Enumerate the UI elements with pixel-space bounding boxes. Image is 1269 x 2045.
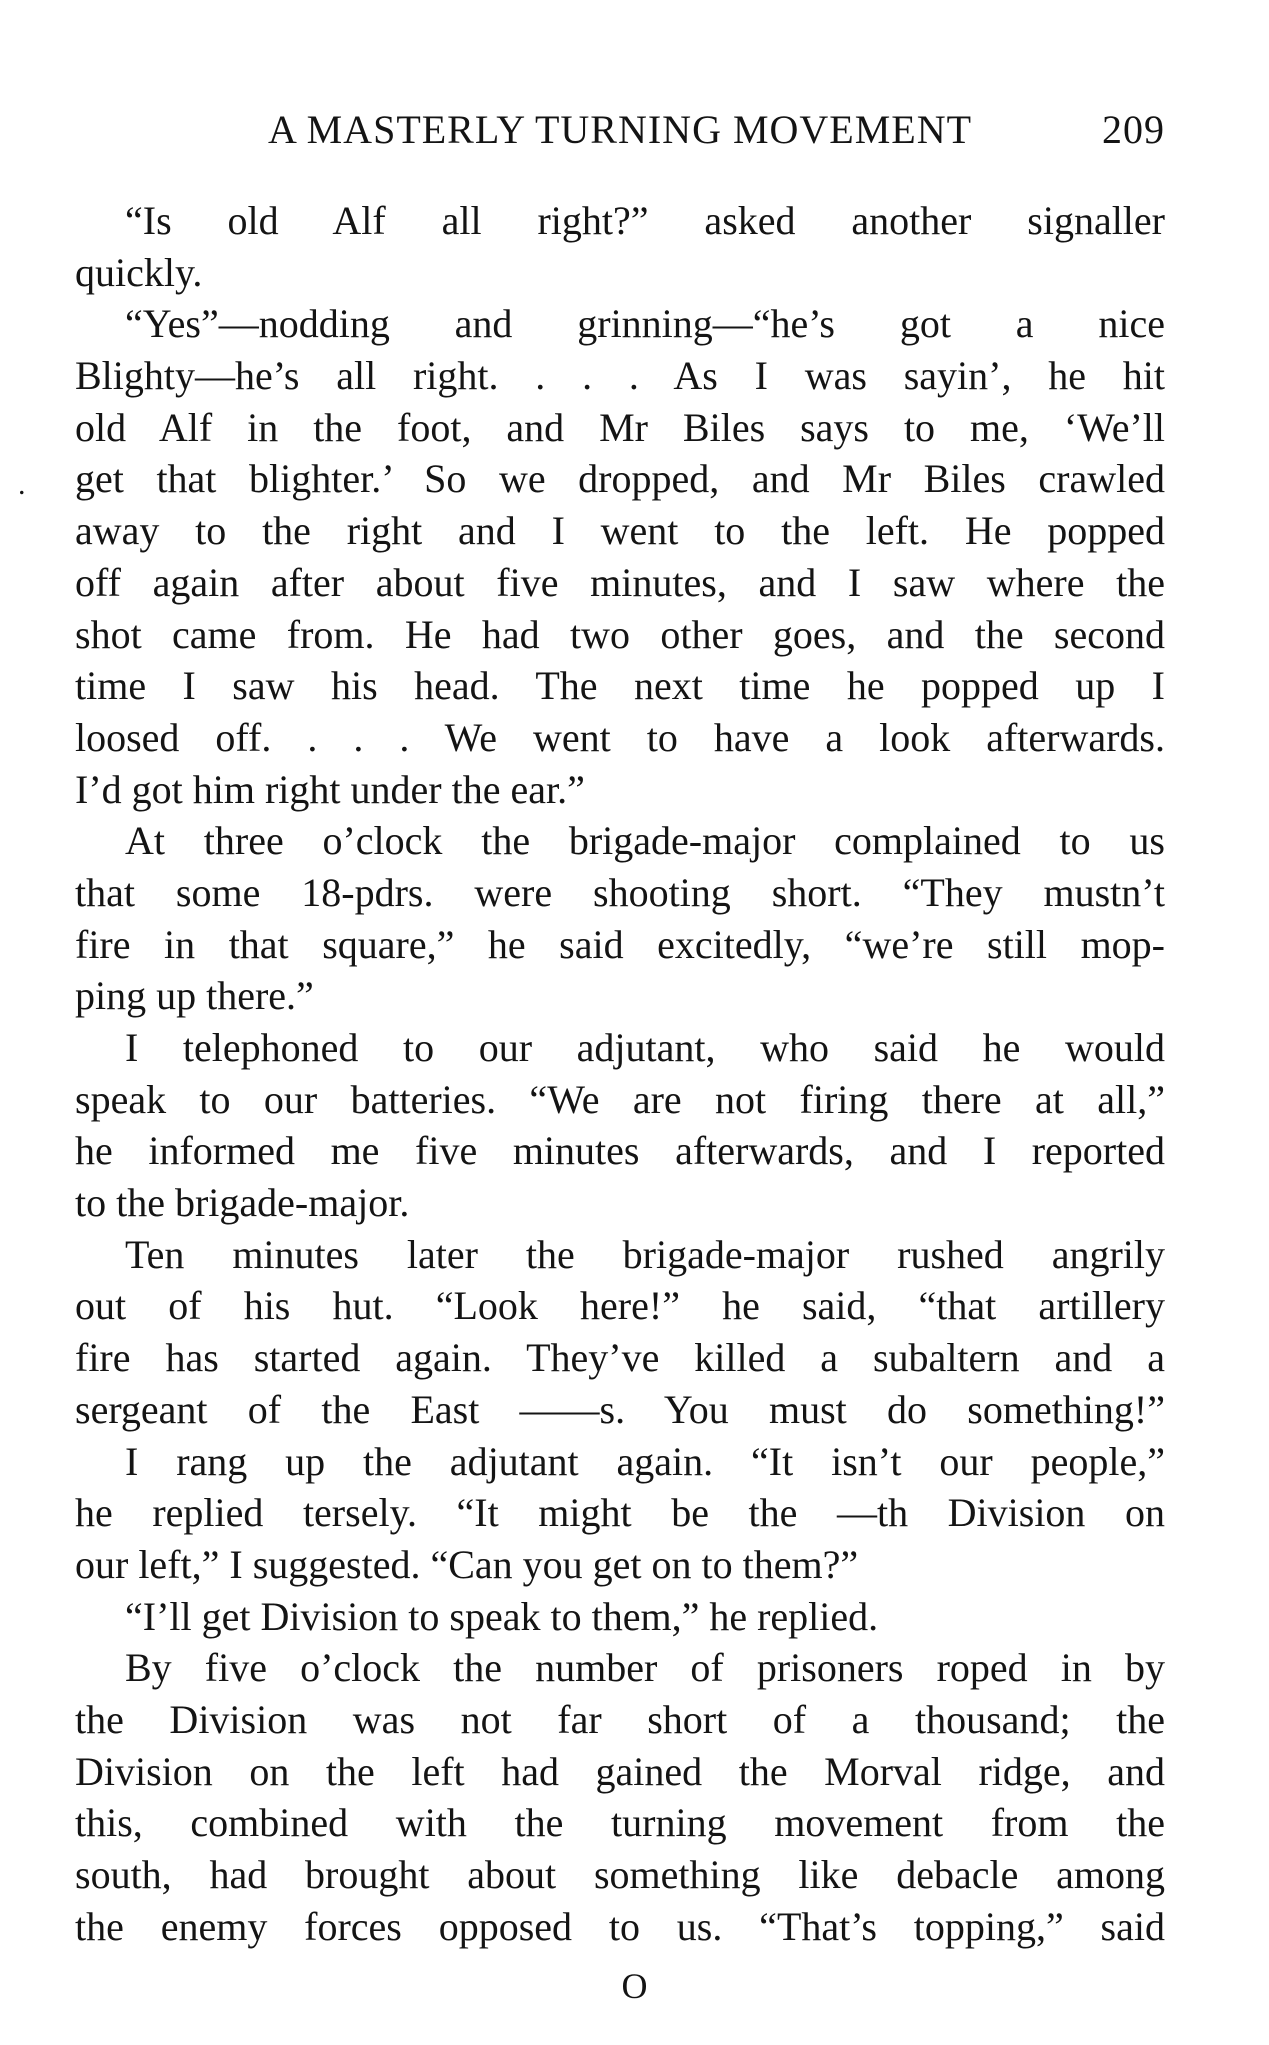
- text-line: old Alf in the foot, and Mr Biles says to me, ‘We’ll: [75, 404, 1165, 450]
- text-line: the Division was not far short of a thousand; the: [75, 1696, 1165, 1742]
- text-line: “I’ll get Division to speak to them,” he replied.: [125, 1593, 879, 1639]
- text-line: off again after about five minutes, and I saw where the: [75, 559, 1165, 605]
- text-line: he replied tersely. “It might be the —th Division on: [75, 1490, 1165, 1536]
- text-line: ping up there.”: [75, 973, 314, 1019]
- text-line: our left,” I suggested. “Can you get on to them?”: [75, 1541, 859, 1587]
- text-line: away to the right and I went to the left. He popped: [75, 508, 1165, 554]
- text-line: this, combined with the turning movement from the: [75, 1800, 1165, 1846]
- text-line: At three o’clock the brigade-major complained to us: [125, 818, 1165, 864]
- page-number: 209: [1102, 107, 1165, 152]
- body-text: [75, 195, 1165, 1952]
- signature-mark: O: [621, 1966, 648, 2006]
- text-line: the enemy forces opposed to us. “That’s topping,” said: [75, 1903, 1165, 1949]
- text-line: he informed me five minutes afterwards, and I reported: [75, 1128, 1165, 1174]
- text-line: “Yes”—nodding and grinning—“he’s got a nice: [125, 301, 1165, 347]
- text-line: out of his hut. “Look here!” he said, “that artillery: [75, 1283, 1165, 1329]
- running-head: [75, 100, 1165, 160]
- text-line: By five o’clock the number of prisoners roped in by: [125, 1645, 1165, 1691]
- running-title: A MASTERLY TURNING MOVEMENT: [267, 107, 973, 152]
- text-line: time I saw his head. The next time he popped up I: [75, 663, 1165, 709]
- text-line: to the brigade-major.: [75, 1180, 410, 1226]
- margin-mark: .: [18, 468, 26, 501]
- text-line: get that blighter.’ So we dropped, and Mr Biles crawled: [75, 456, 1165, 502]
- text-line: speak to our batteries. “We are not firing there at all,”: [75, 1076, 1165, 1122]
- text-line: “Is old Alf all right?” asked another signaller: [125, 198, 1165, 243]
- text-line: I telephoned to our adjutant, who said he would: [125, 1025, 1165, 1070]
- text-line: Ten minutes later the brigade-major rushed angrily: [125, 1231, 1165, 1277]
- text-line: I’d got him right under the ear.”: [75, 766, 585, 812]
- text-line: quickly.: [75, 249, 203, 295]
- text-line: south, had brought about something like debacle among: [75, 1852, 1165, 1897]
- text-line: shot came from. He had two other goes, and the second: [75, 611, 1165, 657]
- text-line: sergeant of the East ——s. You must do something!”: [75, 1386, 1165, 1432]
- text-line: Blighty—he’s all right. . . . As I was sayin’, he hit: [75, 353, 1165, 399]
- text-line: fire in that square,” he said excitedly, “we’re still mop-: [75, 921, 1165, 967]
- text-line: loosed off. . . . We went to have a look afterwards.: [75, 714, 1165, 760]
- text-line: fire has started again. They’ve killed a subaltern and a: [75, 1335, 1165, 1381]
- text-line: that some 18-pdrs. were shooting short. “They mustn’t: [75, 869, 1165, 915]
- text-line: Division on the left had gained the Morval ridge, and: [75, 1748, 1165, 1794]
- text-line: I rang up the adjutant again. “It isn’t our people,”: [125, 1438, 1165, 1484]
